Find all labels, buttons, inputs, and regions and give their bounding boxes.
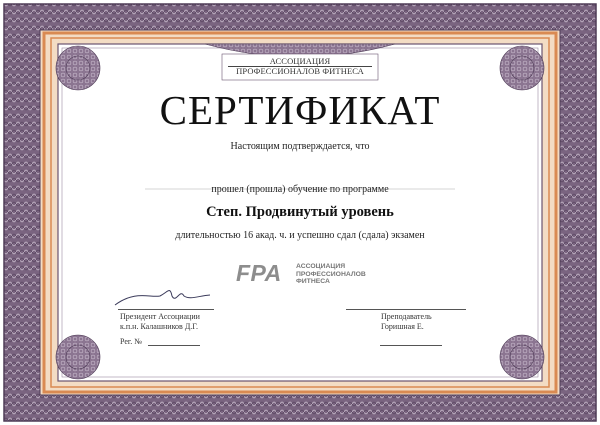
fpa-logo-text	[296, 263, 366, 286]
instructor-extra-line	[380, 345, 442, 346]
association-header	[220, 57, 380, 76]
instructor-signature-line	[346, 309, 466, 310]
president-signature-line	[118, 309, 214, 310]
logo-line-2: ПРОФЕССИОНАЛОВ	[296, 270, 366, 278]
association-line-1: АССОЦИАЦИЯ	[269, 56, 331, 66]
instructor-name: Горишная Е.	[381, 322, 424, 331]
instructor-role: Преподаватель	[381, 312, 432, 321]
duration-text: длительностью 16 акад. ч. и успешно сдал (сдала) экзамен	[175, 230, 425, 241]
program-name: Степ. Продвинутый уровень	[206, 204, 394, 220]
reg-number-line	[148, 345, 200, 346]
reg-number-label: Рег. №	[120, 337, 142, 346]
completed-text: прошел (прошла) обучение по программе	[211, 184, 389, 195]
president-name: к.п.н. Калашников Д.Г.	[120, 322, 199, 331]
president-role: Президент Ассоциации	[120, 312, 200, 321]
confirm-text: Настоящим подтверждается, что	[230, 141, 370, 152]
corner-rosette-bottom-right	[500, 335, 544, 379]
association-line-2: ПРОФЕССИОНАЛОВ ФИТНЕСА	[228, 66, 372, 76]
logo-line-3: ФИТНЕСА	[296, 278, 330, 286]
corner-rosette-top-left	[56, 46, 100, 90]
corner-rosette-top-right	[500, 46, 544, 90]
logo-line-1: АССОЦИАЦИЯ	[296, 263, 346, 270]
corner-rosette-bottom-left	[56, 335, 100, 379]
fpa-logo-mark: FPA	[236, 260, 282, 286]
certificate-title: СЕРТИФИКАТ	[159, 87, 441, 133]
